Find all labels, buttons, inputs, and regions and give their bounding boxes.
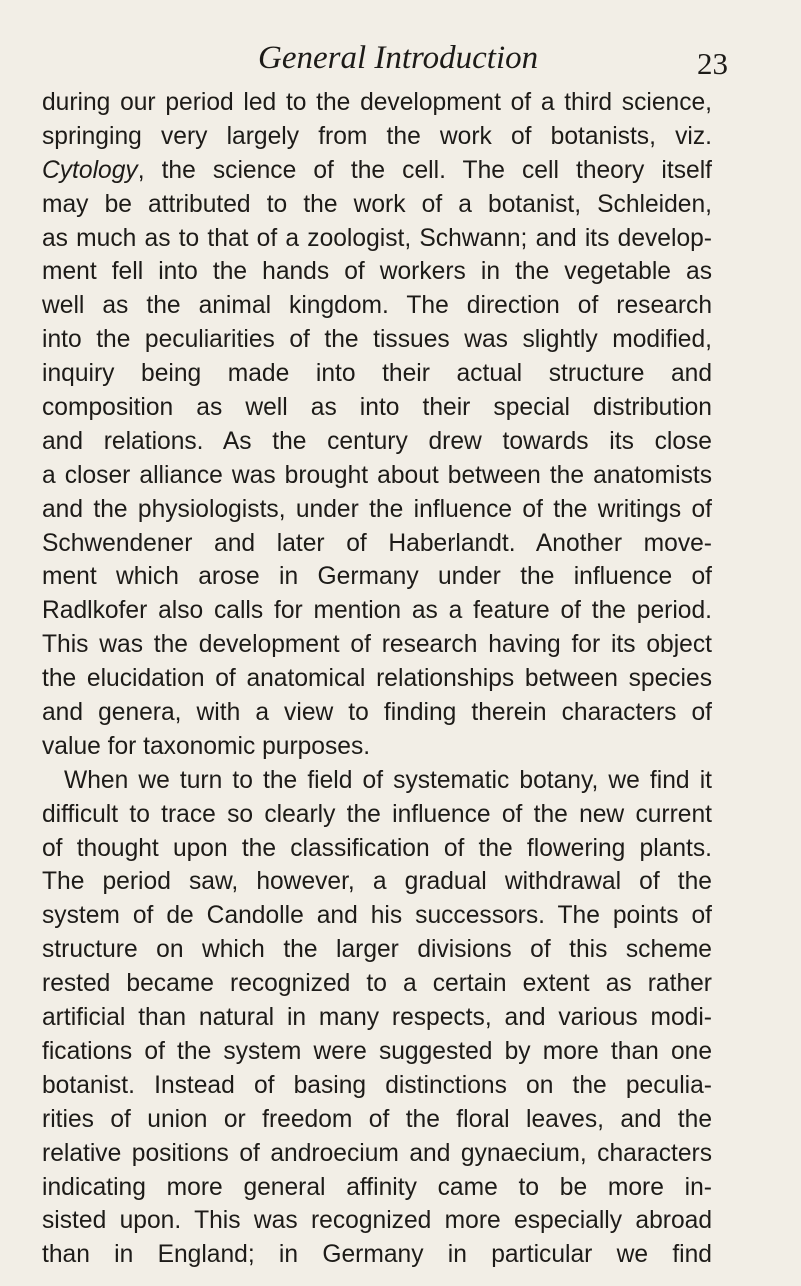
text-line: ment fell into the hands of workers in the vegetable as — [42, 258, 712, 286]
text-line: Radlkofer also calls for mention as a feature of the period. — [42, 597, 712, 625]
text-line: composition as well as into their special distribution — [42, 394, 712, 422]
text-line: may be attributed to the work of a botanist, Schleiden, — [42, 190, 712, 218]
text-line: The period saw, however, a gradual withdrawal of the — [42, 868, 712, 896]
italic-term-cytology: Cytology — [42, 156, 138, 184]
body-text — [42, 86, 712, 1272]
text-line: and relations. As the century drew towards its close — [42, 427, 712, 455]
running-head — [0, 38, 801, 88]
text-line: than in England; in Germany in particular we find — [42, 1241, 712, 1269]
text-line: as much as to that of a zoologist, Schwann; and its develop- — [42, 224, 712, 252]
text-line: during our period led to the development of a third science, — [42, 89, 712, 116]
text-line-remainder: , the science of the cell. The cell theory itself — [137, 156, 712, 184]
text-line: and genera, with a view to finding therein characters of — [42, 699, 712, 727]
text-line: botanist. Instead of basing distinctions on the peculia- — [42, 1071, 712, 1099]
text-line-paragraph-end: value for taxonomic purposes. — [42, 732, 371, 760]
text-line: of thought upon the classification of the flowering plants. — [42, 834, 712, 862]
text-line: sisted upon. This was recognized more especially abroad — [42, 1207, 712, 1235]
text-line: into the peculiarities of the tissues was slightly modified, — [42, 326, 712, 354]
text-line: and the physiologists, under the influence of the writings of — [42, 495, 712, 523]
text-line-paragraph-start: When we turn to the field of systematic botany, we find it — [64, 766, 712, 794]
text-line: inquiry being made into their actual structure and — [42, 360, 712, 388]
text-line: fications of the system were suggested by more than one — [42, 1037, 712, 1065]
text-line: springing very largely from the work of botanists, viz. — [42, 122, 712, 150]
text-line: artificial than natural in many respects, and various modi- — [42, 1004, 712, 1032]
text-line: well as the animal kingdom. The direction of research — [42, 292, 712, 320]
text-line: ment which arose in Germany under the influence of — [42, 563, 712, 591]
text-line: This was the development of research having for its object — [42, 631, 712, 659]
text-line-with-italic — [42, 154, 712, 188]
text-line: a closer alliance was brought about between the anatomists — [42, 461, 712, 489]
text-line: indicating more general affinity came to be more in- — [42, 1173, 712, 1201]
text-line: rested became recognized to a certain extent as rather — [42, 970, 712, 998]
running-title: General Introduction — [258, 40, 539, 76]
text-line: the elucidation of anatomical relationships between species — [42, 665, 712, 693]
page-number: 23 — [697, 46, 728, 81]
text-line: structure on which the larger divisions of this scheme — [42, 936, 712, 964]
text-line: difficult to trace so clearly the influence of the new current — [42, 800, 712, 828]
text-line: relative positions of androecium and gynaecium, characters — [42, 1139, 712, 1167]
text-line: system of de Candolle and his successors. The points of — [42, 902, 712, 930]
text-line: Schwendener and later of Haberlandt. Another move- — [42, 529, 712, 557]
text-line: rities of union or freedom of the floral leaves, and the — [42, 1105, 712, 1133]
